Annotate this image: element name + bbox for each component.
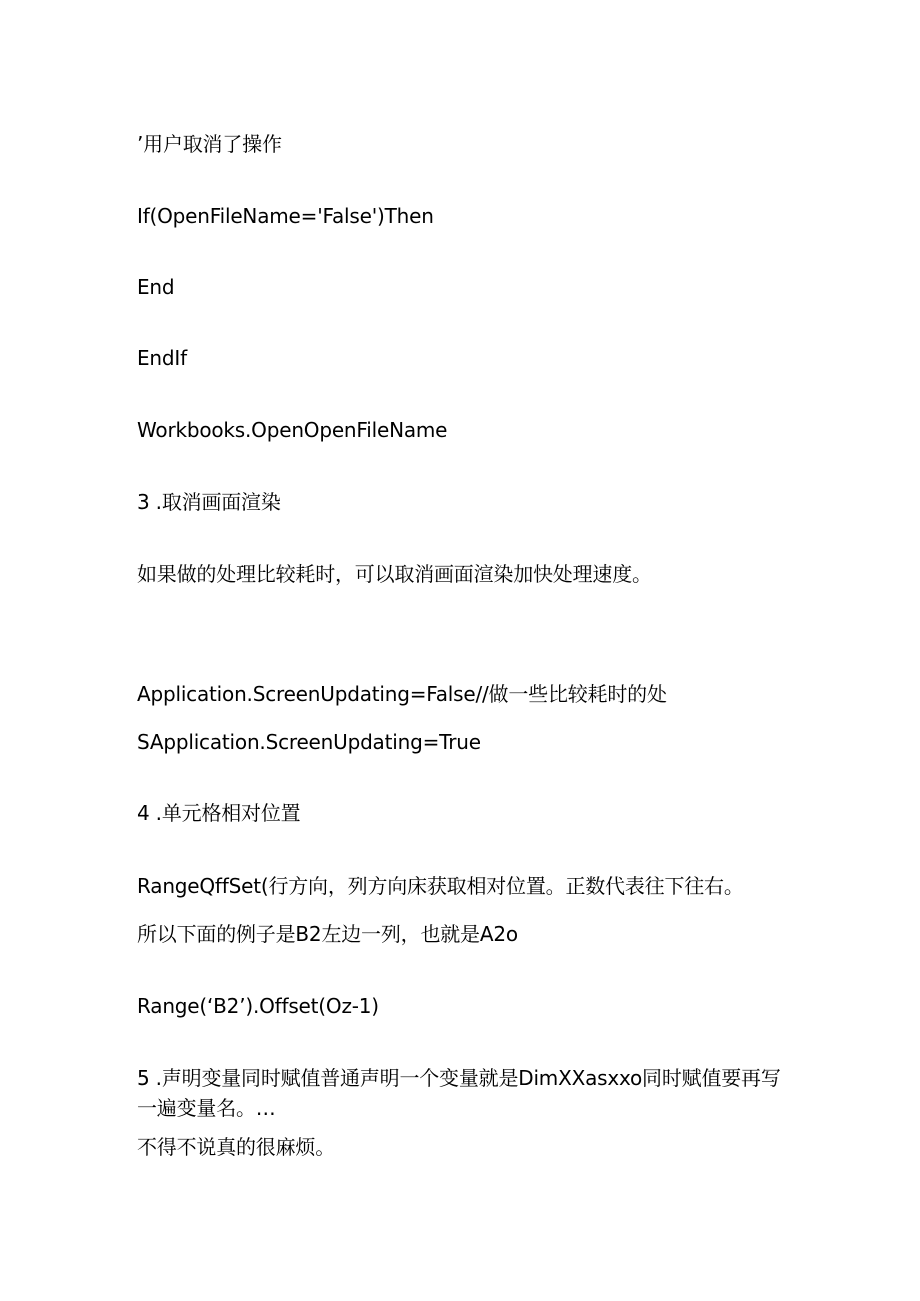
code-line-range-offset: Range(‘B2’).Offset(Oz-1) <box>137 994 379 1018</box>
section-heading-3: 3 .取消画面渲染 <box>137 490 281 514</box>
section-heading-4: 4 .单元格相对位置 <box>137 801 301 825</box>
code-line-endif: EndIf <box>137 346 187 370</box>
code-line-screen-updating-true: SApplication.ScreenUpdating=True <box>137 730 481 754</box>
code-line-screen-updating-false: Application.ScreenUpdating=False//做一些比较耗时的处 <box>137 682 667 706</box>
code-comment-user-cancel: ’用户取消了操作 <box>137 132 282 156</box>
paragraph-offset: RangeQffSet(行方向，列方向床获取相对位置。正数代表往下往右。 <box>137 874 744 898</box>
code-line-workbooks-open: Workbooks.OpenOpenFileName <box>137 418 448 442</box>
paragraph-offset-example: 所以下面的例子是B2左边一列，也就是A2o <box>137 922 518 946</box>
code-line-end: End <box>137 275 175 299</box>
section-heading-5: 5 .声明变量同时赋值普通声明一个变量就是DimXXasxxo同时赋值要再写一遍变量名。… <box>137 1066 781 1120</box>
code-line-if: If(OpenFileName='False')Then <box>137 204 434 228</box>
paragraph-screen-updating: 如果做的处理比较耗时，可以取消画面渲染加快处理速度。 <box>137 562 652 586</box>
paragraph-troublesome: 不得不说真的很麻烦。 <box>137 1135 335 1159</box>
